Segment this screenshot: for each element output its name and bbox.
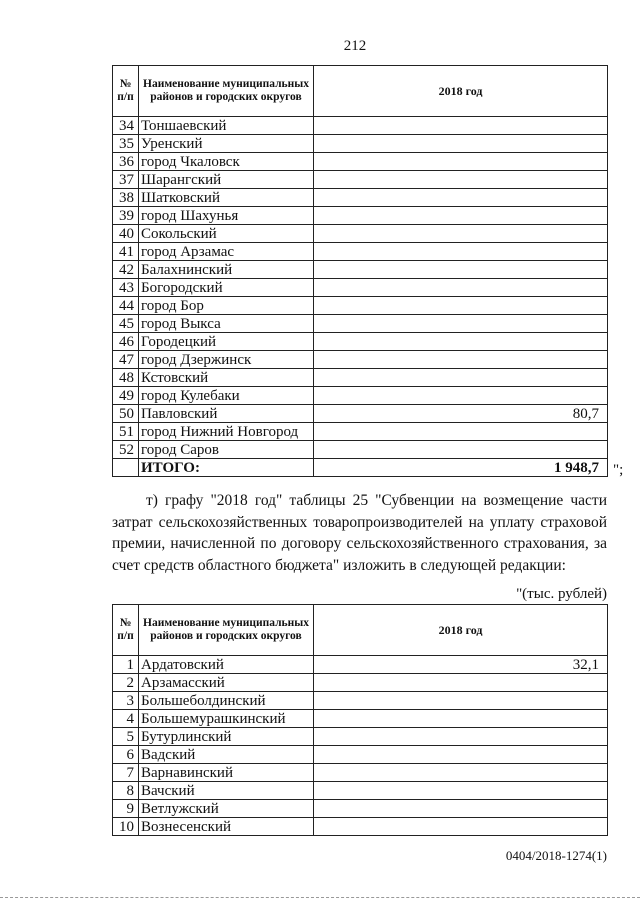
municipality-name: Богородский bbox=[139, 279, 314, 297]
municipality-name: Городецкий bbox=[139, 333, 314, 351]
table-row bbox=[113, 674, 608, 692]
table-body bbox=[113, 117, 608, 459]
row-value bbox=[314, 207, 608, 225]
row-number: 6 bbox=[113, 746, 139, 764]
table-row bbox=[113, 710, 608, 728]
table-row bbox=[113, 423, 608, 441]
table-body bbox=[113, 656, 608, 836]
municipality-name: город Шахунья bbox=[139, 207, 314, 225]
row-value bbox=[314, 117, 608, 135]
row-value bbox=[314, 746, 608, 764]
row-value bbox=[314, 710, 608, 728]
table-row bbox=[113, 171, 608, 189]
amendment-paragraph bbox=[112, 490, 607, 576]
municipality-name: город Арзамас bbox=[139, 243, 314, 261]
table-row bbox=[113, 207, 608, 225]
municipality-name: Большеболдинский bbox=[139, 692, 314, 710]
row-value bbox=[314, 171, 608, 189]
municipality-name: город Чкаловск bbox=[139, 153, 314, 171]
table-header-row bbox=[113, 66, 608, 117]
row-value bbox=[314, 333, 608, 351]
page-number: 212 bbox=[343, 38, 367, 54]
row-number: 46 bbox=[113, 333, 139, 351]
row-value bbox=[314, 279, 608, 297]
table-header-row bbox=[113, 605, 608, 656]
table-row bbox=[113, 782, 608, 800]
row-value bbox=[314, 728, 608, 746]
table-row bbox=[113, 405, 608, 423]
row-value bbox=[314, 261, 608, 279]
municipality-name: Балахнинский bbox=[139, 261, 314, 279]
table-row bbox=[113, 728, 608, 746]
municipality-name: город Нижний Новгород bbox=[139, 423, 314, 441]
municipality-name: Варнавинский bbox=[139, 764, 314, 782]
municipality-name: Сокольский bbox=[139, 225, 314, 243]
row-number: 42 bbox=[113, 261, 139, 279]
municipality-name: Бутурлинский bbox=[139, 728, 314, 746]
total-number-cell bbox=[113, 459, 139, 477]
row-number: 52 bbox=[113, 441, 139, 459]
row-number: 9 bbox=[113, 800, 139, 818]
row-value bbox=[314, 387, 608, 405]
closing-quote: "; bbox=[613, 462, 624, 478]
table-row bbox=[113, 369, 608, 387]
header-year: 2018 год bbox=[314, 66, 608, 117]
table-row bbox=[113, 818, 608, 836]
row-number: 4 bbox=[113, 710, 139, 728]
row-value bbox=[314, 135, 608, 153]
row-value bbox=[314, 153, 608, 171]
paragraph-text: т) графу "2018 год" таблицы 25 "Субвенции на возмещение части затрат сельскохозяйственных товаропроизводителей на уплату страховой премии, начисленной по договору сельскохозяйственного страхования, за счет средств областного бюджета" изложить в следующей редакции: bbox=[112, 492, 607, 574]
municipality-name: город Саров bbox=[139, 441, 314, 459]
table-row bbox=[113, 441, 608, 459]
row-number: 51 bbox=[113, 423, 139, 441]
row-number: 44 bbox=[113, 297, 139, 315]
row-number: 39 bbox=[113, 207, 139, 225]
table-row bbox=[113, 135, 608, 153]
municipality-name: Уренский bbox=[139, 135, 314, 153]
header-municipality: Наименование муниципальных районов и городских округов bbox=[139, 605, 314, 656]
row-number: 36 bbox=[113, 153, 139, 171]
row-number: 35 bbox=[113, 135, 139, 153]
row-number: 2 bbox=[113, 674, 139, 692]
table-row bbox=[113, 656, 608, 674]
municipality-name: Большемурашкинский bbox=[139, 710, 314, 728]
header-number: № п/п bbox=[113, 605, 139, 656]
row-number: 1 bbox=[113, 656, 139, 674]
row-value bbox=[314, 351, 608, 369]
table-municipal-subsidies-part bbox=[112, 65, 608, 477]
table-row bbox=[113, 297, 608, 315]
municipality-name: Вачский bbox=[139, 782, 314, 800]
row-value bbox=[314, 818, 608, 836]
row-value bbox=[314, 764, 608, 782]
table-row bbox=[113, 387, 608, 405]
row-number: 40 bbox=[113, 225, 139, 243]
table-row bbox=[113, 117, 608, 135]
row-number: 3 bbox=[113, 692, 139, 710]
row-number: 50 bbox=[113, 405, 139, 423]
row-number: 5 bbox=[113, 728, 139, 746]
row-number: 37 bbox=[113, 171, 139, 189]
table-row bbox=[113, 333, 608, 351]
row-value bbox=[314, 674, 608, 692]
row-number: 48 bbox=[113, 369, 139, 387]
row-number: 38 bbox=[113, 189, 139, 207]
row-number: 49 bbox=[113, 387, 139, 405]
municipality-name: Кстовский bbox=[139, 369, 314, 387]
table-row bbox=[113, 692, 608, 710]
row-value bbox=[314, 225, 608, 243]
municipality-name: Шарангский bbox=[139, 171, 314, 189]
bottom-rule bbox=[0, 897, 640, 898]
municipality-name: город Бор bbox=[139, 297, 314, 315]
municipality-name: Тоншаевский bbox=[139, 117, 314, 135]
row-value bbox=[314, 692, 608, 710]
table-row bbox=[113, 225, 608, 243]
municipality-name: Вадский bbox=[139, 746, 314, 764]
row-number: 8 bbox=[113, 782, 139, 800]
row-value bbox=[314, 423, 608, 441]
header-number: № п/п bbox=[113, 66, 139, 117]
table-row bbox=[113, 243, 608, 261]
row-value bbox=[314, 243, 608, 261]
header-municipality: Наименование муниципальных районов и городских округов bbox=[139, 66, 314, 117]
document-code: 0404/2018-1274(1) bbox=[505, 848, 607, 863]
row-value bbox=[314, 315, 608, 333]
row-number: 10 bbox=[113, 818, 139, 836]
table-row bbox=[113, 261, 608, 279]
row-number: 45 bbox=[113, 315, 139, 333]
table-row bbox=[113, 746, 608, 764]
municipality-name: Павловский bbox=[139, 405, 314, 423]
row-number: 7 bbox=[113, 764, 139, 782]
municipality-name: Вознесенский bbox=[139, 818, 314, 836]
table-row bbox=[113, 800, 608, 818]
row-number: 47 bbox=[113, 351, 139, 369]
table-row bbox=[113, 315, 608, 333]
row-value: 80,7 bbox=[314, 405, 608, 423]
row-value bbox=[314, 297, 608, 315]
table-row bbox=[113, 279, 608, 297]
total-row bbox=[113, 459, 608, 477]
table-row bbox=[113, 189, 608, 207]
row-number: 34 bbox=[113, 117, 139, 135]
municipality-name: город Выкса bbox=[139, 315, 314, 333]
total-value: 1 948,7 bbox=[314, 459, 608, 477]
row-number: 41 bbox=[113, 243, 139, 261]
row-value bbox=[314, 441, 608, 459]
row-value bbox=[314, 782, 608, 800]
municipality-name: Ардатовский bbox=[139, 656, 314, 674]
table-row bbox=[113, 351, 608, 369]
total-label: ИТОГО: bbox=[139, 459, 314, 477]
row-value: 32,1 bbox=[314, 656, 608, 674]
table-row bbox=[113, 153, 608, 171]
row-value bbox=[314, 369, 608, 387]
municipality-name: Ветлужский bbox=[139, 800, 314, 818]
row-value bbox=[314, 800, 608, 818]
municipality-name: город Кулебаки bbox=[139, 387, 314, 405]
municipality-name: город Дзержинск bbox=[139, 351, 314, 369]
municipality-name: Шатковский bbox=[139, 189, 314, 207]
row-value bbox=[314, 189, 608, 207]
row-number: 43 bbox=[113, 279, 139, 297]
municipality-name: Арзамасский bbox=[139, 674, 314, 692]
table-row bbox=[113, 764, 608, 782]
header-year: 2018 год bbox=[314, 605, 608, 656]
unit-note: "(тыс. рублей) bbox=[516, 586, 607, 602]
table-insurance-subsidies bbox=[112, 604, 608, 836]
